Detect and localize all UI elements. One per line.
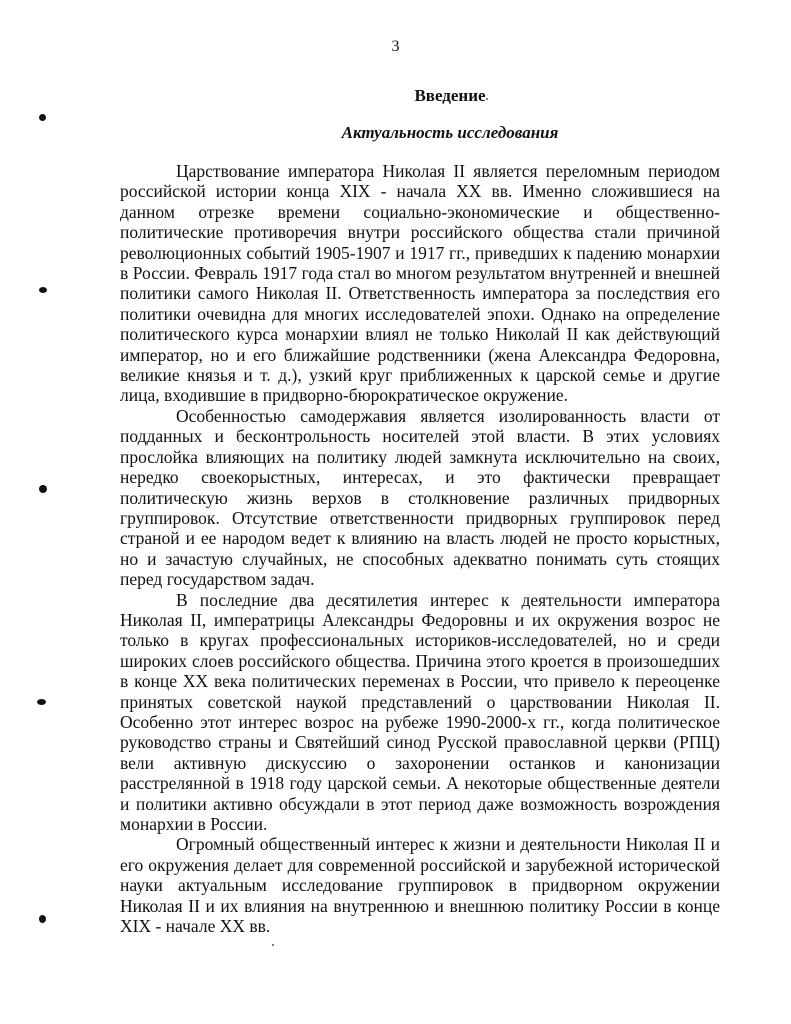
page-number: 3 xyxy=(391,38,400,55)
paragraph: Огромный общественный интерес к жизни и деятельности Николая II и его окружения делает для современной российской и зарубежной исторической науки актуальным исследование группировок в придворном окружении Николая II и их влияния на внутреннюю и внешнюю политику России в конце XIX - начале XX вв. xyxy=(120,834,720,937)
binding-hole-mark xyxy=(37,699,46,705)
binding-hole-mark xyxy=(39,915,46,923)
binding-hole-mark xyxy=(39,114,46,121)
paragraph: Царствование императора Николая II является переломным периодом российской истории конца XIX - начала XX вв. Именно сложившиеся на данном отрезке времени социально-экономические и общественно-политические противоречия внутри российского общества стали причиной революционных событий 1905-1907 и 1917 гг., приведших к падению монархии в России. Февраль 1917 года стал во многом результатом внутренней и внешней политики самого Николая II. Ответственность императора за последствия его политики очевидна для многих исследователей эпохи. Однако на определение политического курса монархии влиял не только Николай II как действующий император, но и его ближайшие родственники (жена Александра Федоровна, великие князья и т. д.), узкий круг приближенных к царской семье и другие лица, входившие в придворно-бюрократическое окружение. xyxy=(120,161,720,406)
body-text xyxy=(120,161,720,936)
scan-speck xyxy=(272,944,274,946)
scan-speck xyxy=(486,98,488,100)
section-subheading: Актуальность исследования xyxy=(341,123,559,142)
binding-hole-mark xyxy=(39,485,47,493)
binding-hole-mark xyxy=(39,287,47,293)
paragraph: В последние два десятилетия интерес к деятельности императора Николая II, императрицы Александры Федоровны и их окружения возрос не только в кругах профессиональных историков-исследователей, но и среди широких слоев российского общества. Причина этого кроется в произошедших в конце XX века политических переменах в России, что привело к переоценке принятых советской наукой представлений о царствовании Николая II. Особенно этот интерес возрос на рубеже 1990-2000-х гг., когда политическое руководство страны и Святейший синод Русской православной церкви (РПЦ) вели активную дискуссию о захоронении останков и канонизации расстрелянной в 1918 году царской семьи. А некоторые общественные деятели и политики активно обсуждали в этот период даже возможность возрождения монархии в России. xyxy=(120,589,720,834)
section-heading: Введение xyxy=(414,86,486,105)
paragraph: Особенностью самодержавия является изолированность власти от подданных и бесконтрольность носителей этой власти. В этих условиях прослойка влияющих на политику людей замкнута исключительно на своих, нередко своекорыстных, интересах, и это фактически превращает политическую жизнь верхов в столкновение различных придворных группировок. Отсутствие ответственности придворных группировок перед страной и ее народом ведет к влиянию на власть людей не просто корыстных, но и зачастую случайных, не способных адекватно понимать суть стоящих перед государством задач. xyxy=(120,405,720,590)
